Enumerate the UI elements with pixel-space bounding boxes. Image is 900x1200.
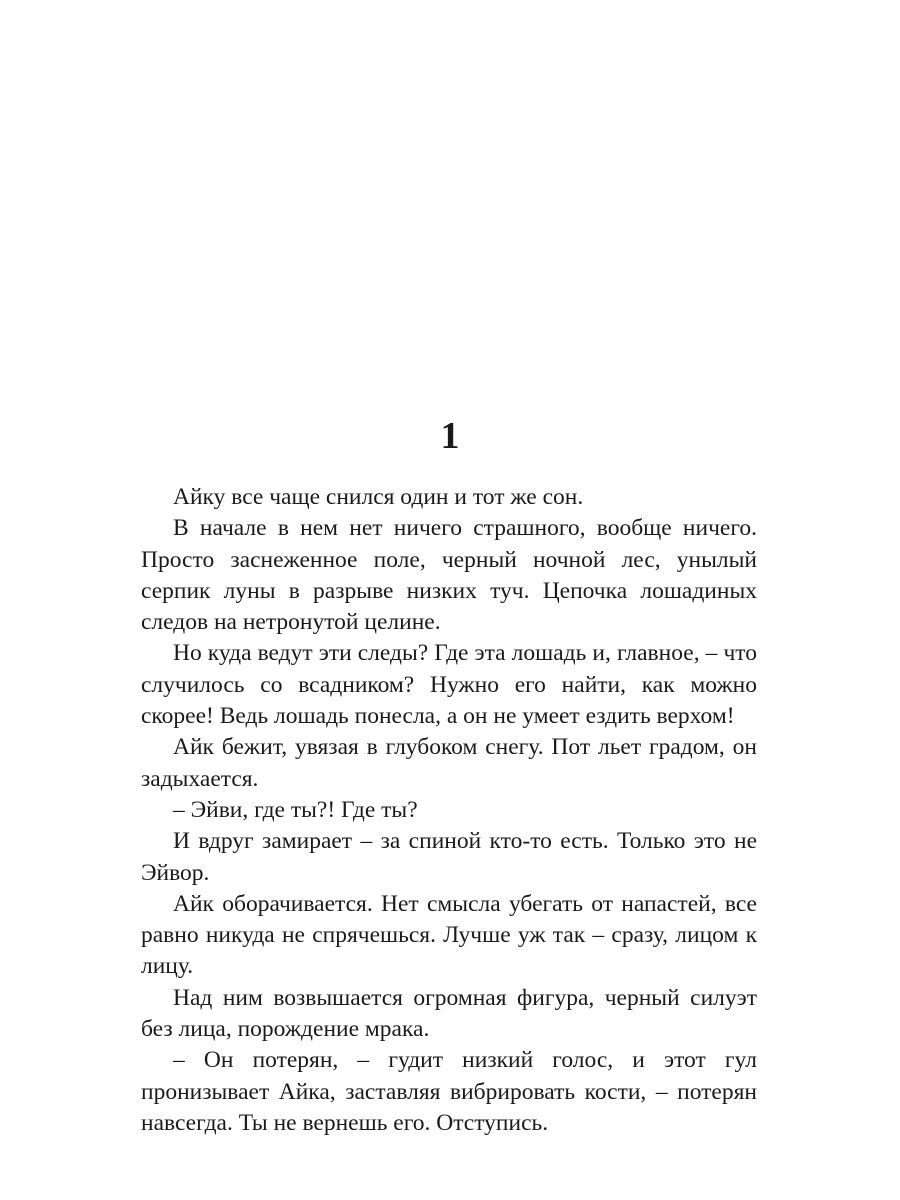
- chapter-text: [141, 482, 757, 1139]
- paragraph: И вдруг замирает – за спиной кто-то есть. Только это не Эйвор.: [141, 828, 757, 886]
- dialogue-line: – Эйви, где ты?! Где ты?: [173, 796, 418, 823]
- paragraph: В начале в нем нет ничего страшного, вообще ничего. Просто заснеженное поле, черный ночной лес, унылый серпик луны в разрыве низких туч. Цепочка лошадиных следов на нетронутой целине.: [141, 515, 757, 636]
- paragraph: Над ним возвышается огромная фигура, черный силуэт без лица, порождение мрака.: [141, 984, 757, 1043]
- dialogue-line: – Он потерян, – гудит низкий голос, и этот гул пронизывает Айка, заставляя вибрировать кости, – потерян навсегда. Ты не вернешь его. Отступись.: [141, 1047, 757, 1136]
- paragraph: Айк бежит, увязая в глубоком снегу. Пот льет градом, он задыхается.: [141, 734, 757, 792]
- paragraph: Айк оборачивается. Нет смысла убегать от напастей, все равно никуда не спрячешься. Лучше уж так – сразу, лицом к лицу.: [141, 890, 757, 980]
- paragraph: Но куда ведут эти следы? Где эта лошадь и, главное, – что случилось со всадником? Нужно его найти, как можно скорее! Ведь лошадь понесла, а он не умеет ездить верхом!: [141, 640, 757, 730]
- paragraph: Айку все чаще снился один и тот же сон.: [173, 484, 584, 510]
- chapter-number: 1: [440, 415, 460, 457]
